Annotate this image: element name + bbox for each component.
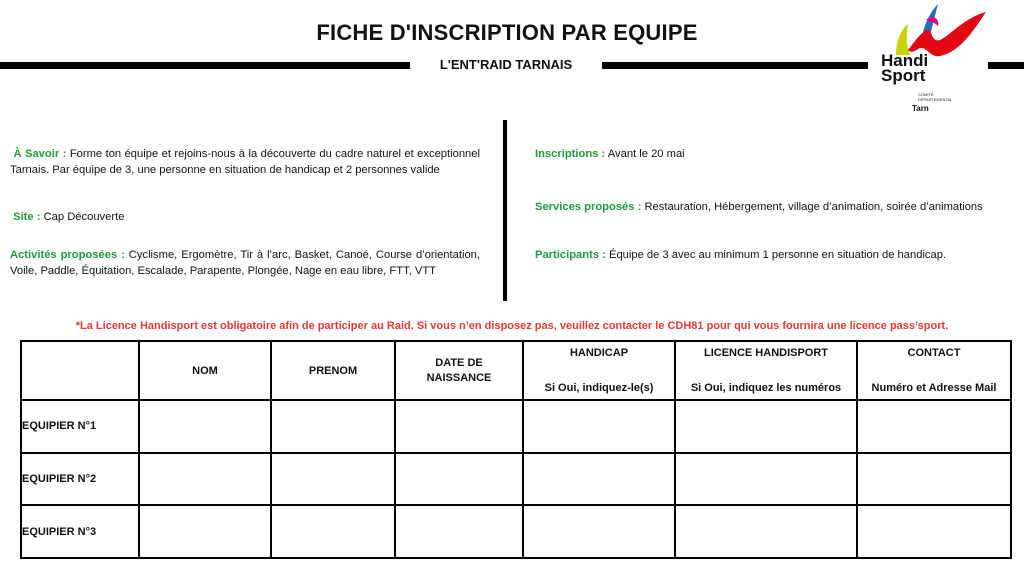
info-site: Site : Cap Découverte: [13, 211, 125, 223]
prenom-cell[interactable]: [271, 505, 395, 558]
contact-cell[interactable]: [857, 505, 1011, 558]
info-services: Services proposés : Restauration, Hébergement, village d’animation, soirée d’animations: [535, 201, 983, 213]
registration-table: [20, 340, 1012, 559]
table-row: [21, 400, 1011, 453]
header-nom: NOM: [139, 341, 271, 400]
info-activites: Activités proposées : Cyclisme, Ergomètre, Tir à l’arc, Basket, Canoé, Course d’orientation, Voile, Paddle, Équitation, Escalade, Parapente, Plongée, Nage en eau libre, FTT, VTT: [10, 249, 480, 277]
header-prenom: PRENOM: [271, 341, 395, 400]
header-contact: CONTACT Numéro et Adresse Mail: [857, 341, 1011, 400]
header-empty: [21, 341, 139, 400]
table-row: [21, 453, 1011, 506]
table-header-row: [21, 341, 1011, 400]
header-handicap: HANDICAP Si Oui, indiquez-le(s): [523, 341, 675, 400]
contact-cell[interactable]: [857, 400, 1011, 453]
licence-notice: *La Licence Handisport est obligatoire afin de participer au Raid. Si vous n’en disposez pas, veuillez contacter le CDH81 pour qui vous fournira une licence pass’sport.: [75, 320, 949, 332]
logo-wordmark: Handi Sport: [881, 51, 929, 85]
naissance-cell[interactable]: [395, 453, 523, 506]
nom-cell[interactable]: [139, 453, 271, 506]
prenom-cell[interactable]: [271, 400, 395, 453]
licence-cell[interactable]: [675, 505, 857, 558]
table-row: [21, 505, 1011, 558]
handicap-cell[interactable]: [523, 505, 675, 558]
title-rule-left: [0, 62, 410, 69]
logo-region: Tarn: [912, 104, 929, 113]
row-label: EQUIPIER N°3: [21, 505, 139, 558]
page-subtitle: L'ENT'RAID TARNAIS: [439, 57, 573, 72]
info-participants: Participants : Équipe de 3 avec au minimum 1 personne en situation de handicap.: [535, 249, 947, 261]
nom-cell[interactable]: [139, 505, 271, 558]
row-label: EQUIPIER N°2: [21, 453, 139, 506]
info-inscriptions: Inscriptions : Avant le 20 mai: [535, 148, 685, 160]
logo-committee: COMITÉ DÉPARTEMENTAL: [918, 92, 953, 102]
licence-cell[interactable]: [675, 453, 857, 506]
page-title: FICHE D'INSCRIPTION PAR EQUIPE: [316, 20, 698, 45]
naissance-cell[interactable]: [395, 505, 523, 558]
title-rule-middle: [602, 62, 868, 69]
prenom-cell[interactable]: [271, 453, 395, 506]
column-divider: [503, 120, 507, 301]
row-label: EQUIPIER N°1: [21, 400, 139, 453]
info-savoir: À Savoir : Forme ton équipe et rejoins-nous à la découverte du cadre naturel et exceptionnel Tarnais. Par équipe de 3, une personne en situation de handicap et 2 personnes valide: [10, 148, 480, 176]
naissance-cell[interactable]: [395, 400, 523, 453]
title-rule-right: [988, 62, 1024, 69]
handicap-cell[interactable]: [523, 400, 675, 453]
contact-cell[interactable]: [857, 453, 1011, 506]
header-naissance: DATE DE NAISSANCE: [395, 341, 523, 400]
nom-cell[interactable]: [139, 400, 271, 453]
licence-cell[interactable]: [675, 400, 857, 453]
header-licence: LICENCE HANDISPORT Si Oui, indiquez les numéros: [675, 341, 857, 400]
handicap-cell[interactable]: [523, 453, 675, 506]
